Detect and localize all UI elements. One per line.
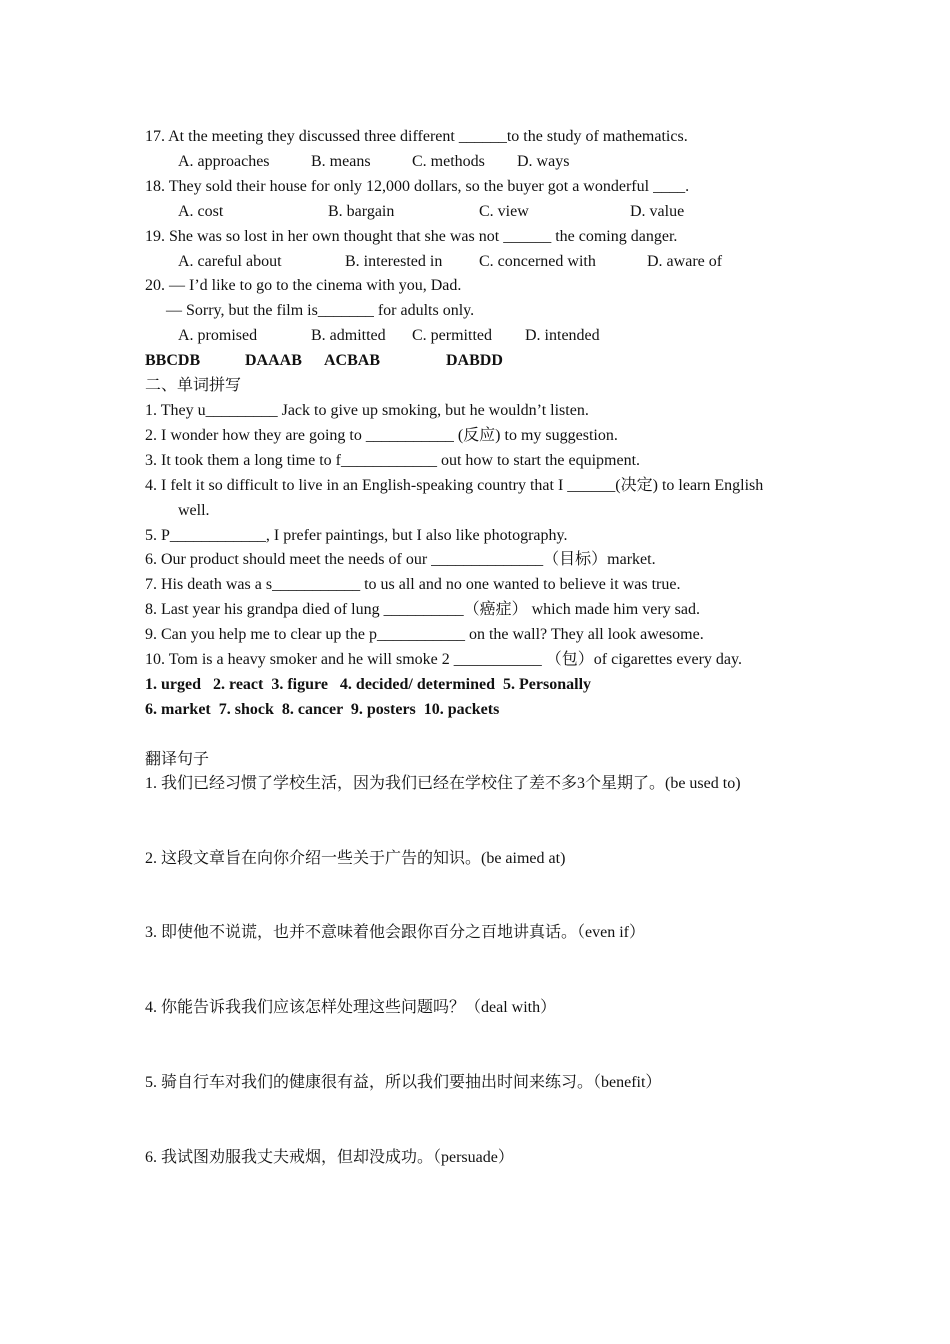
translation-item-5: 5. 骑自行车对我们的健康很有益，所以我们要抽出时间来练习。（benefit） bbox=[145, 1074, 662, 1091]
q19-option-c: C. concerned with bbox=[479, 253, 596, 270]
q20-option-d: D. intended bbox=[525, 327, 600, 344]
mc-answer-group-3: ACBAB bbox=[324, 352, 381, 369]
spelling-item-5: 5. P____________, I prefer paintings, but I also like photography. bbox=[145, 527, 568, 544]
mc-answer-group-2: DAAAB bbox=[245, 352, 302, 369]
spelling-item-4-continued: well. bbox=[178, 502, 210, 519]
q19-option-d: D. aware of bbox=[647, 253, 723, 270]
question-19-stem: 19. She was so lost in her own thought that she was not ______ the coming danger. bbox=[145, 228, 678, 245]
spelling-item-4: 4. I felt it so difficult to live in an English-speaking country that I ______(决定) to learn English bbox=[145, 477, 764, 494]
q18-option-a: A. cost bbox=[178, 203, 224, 220]
mc-answer-group-1: BBCDB bbox=[145, 352, 201, 369]
mc-answer-group-4: DABDD bbox=[446, 352, 503, 369]
spelling-item-6: 6. Our product should meet the needs of our ______________（目标）market. bbox=[145, 551, 656, 568]
translation-item-2: 2. 这段文章旨在向你介绍一些关于广告的知识。(be aimed at) bbox=[145, 850, 566, 867]
q17-option-b: B. means bbox=[311, 153, 371, 170]
q18-option-d: D. value bbox=[630, 203, 685, 220]
question-17-stem: 17. At the meeting they discussed three different ______to the study of mathematics. bbox=[145, 128, 688, 145]
q19-option-b: B. interested in bbox=[345, 253, 443, 270]
q17-option-c: C. methods bbox=[412, 153, 485, 170]
q18-option-c: C. view bbox=[479, 203, 529, 220]
translation-item-1: 1. 我们已经习惯了学校生活，因为我们已经在学校住了差不多3个星期了。(be used to) bbox=[145, 775, 741, 792]
q20-option-b: B. admitted bbox=[311, 327, 386, 344]
question-20-reply: — Sorry, but the film is_______ for adults only. bbox=[166, 302, 475, 319]
q20-option-c: C. permitted bbox=[412, 327, 492, 344]
spelling-item-10: 10. Tom is a heavy smoker and he will smoke 2 ___________ （包）of cigarettes every day. bbox=[145, 651, 742, 668]
spelling-item-1: 1. They u_________ Jack to give up smoking, but he wouldn’t listen. bbox=[145, 402, 589, 419]
q19-option-a: A. careful about bbox=[178, 253, 282, 270]
spelling-item-8: 8. Last year his grandpa died of lung __________（癌症） which made him very sad. bbox=[145, 601, 701, 618]
spelling-heading: 二、单词拼写 bbox=[145, 377, 242, 394]
spelling-item-3: 3. It took them a long time to f____________ out how to start the equipment. bbox=[145, 452, 641, 469]
translation-item-3: 3. 即使他不说谎，也并不意味着他会跟你百分之百地讲真话。（even if） bbox=[145, 924, 645, 941]
q17-option-d: D. ways bbox=[517, 153, 570, 170]
q20-option-a: A. promised bbox=[178, 327, 258, 344]
translation-item-4: 4. 你能告诉我我们应该怎样处理这些问题吗？（deal with） bbox=[145, 999, 557, 1016]
translation-item-6: 6. 我试图劝服我丈夫戒烟，但却没成功。（persuade） bbox=[145, 1149, 514, 1166]
q17-option-a: A. approaches bbox=[178, 153, 270, 170]
question-18-stem: 18. They sold their house for only 12,000 dollars, so the buyer got a wonderful ____. bbox=[145, 178, 690, 195]
spelling-answers-line-2: 6. market 7. shock 8. cancer 9. posters 10. packets bbox=[145, 701, 500, 718]
spelling-item-9: 9. Can you help me to clear up the p___________ on the wall? They all look awesome. bbox=[145, 626, 704, 643]
question-20-stem: 20. — I’d like to go to the cinema with you, Dad. bbox=[145, 277, 462, 294]
spelling-item-7: 7. His death was a s___________ to us all and no one wanted to believe it was true. bbox=[145, 576, 681, 593]
spelling-item-2: 2. I wonder how they are going to ___________ (反应) to my suggestion. bbox=[145, 427, 618, 444]
q18-option-b: B. bargain bbox=[328, 203, 395, 220]
translation-heading: 翻译句子 bbox=[145, 751, 210, 768]
spelling-answers-line-1: 1. urged 2. react 3. figure 4. decided/ determined 5. Personally bbox=[145, 676, 592, 693]
